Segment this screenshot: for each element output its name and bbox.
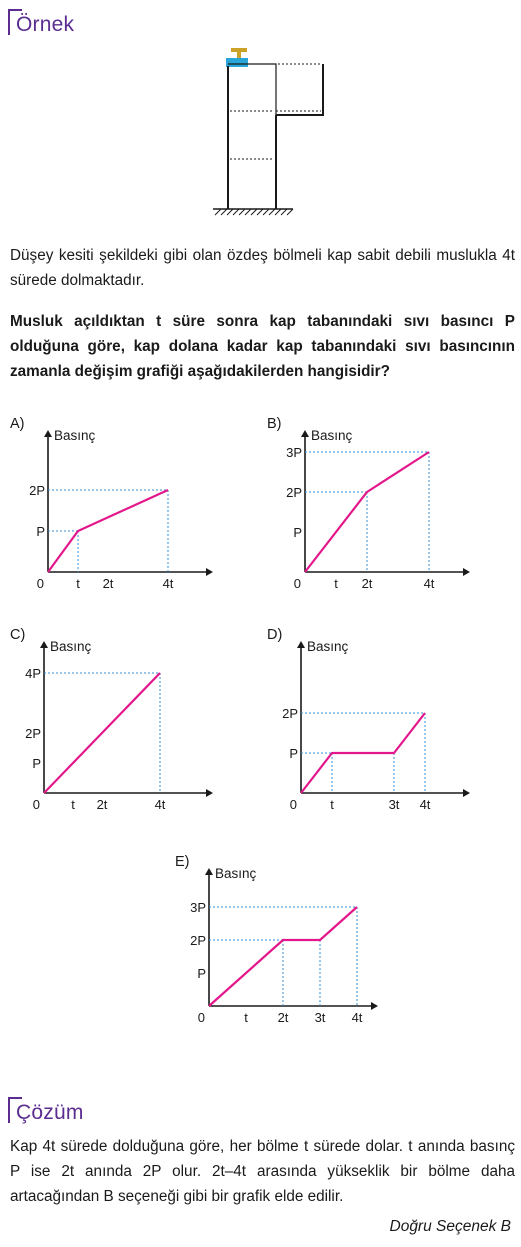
y-axis-arrow: [301, 430, 309, 437]
x-tick-label: 2t: [277, 1010, 289, 1025]
option-e-label[interactable]: E): [175, 854, 190, 870]
y-tick-label: 2P: [282, 706, 298, 721]
y-tick-label: 2P: [29, 483, 45, 498]
y-tick-label: P: [289, 746, 298, 761]
pressure-curve: [301, 713, 425, 793]
y-tick-label: 2P: [286, 485, 302, 500]
correct-answer: Doğru Seçenek B: [389, 1218, 511, 1235]
y-tick-label: 3P: [190, 900, 206, 915]
x-tick-label: 3t: [314, 1010, 326, 1025]
x-tick-label: t: [244, 1010, 248, 1025]
option-e-graph[interactable]: [173, 850, 393, 1040]
pressure-curve: [44, 673, 160, 793]
origin-label: 0: [289, 797, 297, 812]
y-axis-label: Basınç: [311, 428, 353, 443]
y-tick-label: 4P: [25, 666, 41, 681]
y-axis-label: Basınç: [54, 428, 96, 443]
y-tick-label: 2P: [25, 726, 41, 741]
x-axis-arrow: [206, 789, 213, 797]
option-a-label[interactable]: A): [10, 416, 25, 432]
heading-bracket: [8, 9, 22, 35]
y-axis-arrow: [40, 641, 48, 648]
heading-bracket: [8, 1097, 22, 1123]
x-axis-arrow: [463, 789, 470, 797]
tap-body: [226, 58, 248, 67]
container-diagram: [205, 44, 325, 224]
x-tick-label: 2t: [361, 576, 373, 591]
x-tick-label: 3t: [388, 797, 400, 812]
x-axis-arrow: [463, 568, 470, 576]
question-text: Düşey kesiti şekildeki gibi olan özdeş bölmeli kap sabit debili muslukla 4t sürede dolmaktadır.: [10, 247, 515, 289]
y-tick-label: P: [32, 756, 41, 771]
y-tick-label: 2P: [190, 933, 206, 948]
x-tick-label: 2t: [96, 797, 108, 812]
example-title: Örnek: [16, 13, 75, 36]
x-tick-label: t: [71, 797, 75, 812]
x-axis-arrow: [371, 1002, 378, 1010]
option-c-graph[interactable]: [8, 623, 228, 813]
option-b-graph[interactable]: [265, 412, 485, 592]
x-tick-label: 4t: [162, 576, 174, 591]
y-axis-label: Basınç: [307, 639, 349, 654]
y-tick-label: P: [197, 966, 206, 981]
origin-label: 0: [36, 576, 44, 591]
x-tick-label: 4t: [423, 576, 435, 591]
y-axis-arrow: [44, 430, 52, 437]
y-axis-arrow: [205, 868, 213, 875]
y-axis-label: Basınç: [215, 866, 257, 881]
question-prompt: Musluk açıldıktan t süre sonra kap tabanındaki sıvı basıncı P olduğuna göre, kap dolana kadar kap tabanındaki sıvı basıncının zamanla değişim grafiği aşağıdakilerden hangisidir?: [10, 313, 515, 380]
y-axis-label: Basınç: [50, 639, 92, 654]
origin-label: 0: [32, 797, 40, 812]
y-tick-label: P: [36, 524, 45, 539]
x-tick-label: 4t: [419, 797, 431, 812]
origin-label: 0: [197, 1010, 205, 1025]
option-d-graph[interactable]: [265, 623, 485, 813]
example-heading: [16, 13, 74, 37]
option-a-graph[interactable]: [8, 412, 228, 592]
x-tick-label: t: [76, 576, 80, 591]
option-d-label[interactable]: D): [267, 627, 283, 643]
y-tick-label: P: [293, 525, 302, 540]
container-inner-wall: [228, 64, 276, 115]
ground-hatch: [215, 209, 293, 215]
option-c-label[interactable]: C): [10, 627, 26, 643]
x-tick-label: 4t: [351, 1010, 363, 1025]
solution-title: Çözüm: [16, 1101, 84, 1124]
x-tick-label: 2t: [102, 576, 114, 591]
y-axis-arrow: [297, 641, 305, 648]
solution-text: Kap 4t sürede dolduğuna göre, her bölme t sürede dolar. t anında basınç P ise 2t anında 2P olur. 2t–4t arasında yükseklik bir bölme daha artacağından B seçeneği gibi bir grafik elde edilir.: [10, 1138, 515, 1205]
x-tick-label: t: [334, 576, 338, 591]
y-tick-label: 3P: [286, 445, 302, 460]
x-tick-label: 4t: [154, 797, 166, 812]
x-axis-arrow: [206, 568, 213, 576]
option-b-label[interactable]: B): [267, 416, 282, 432]
solution-heading: [16, 1101, 84, 1125]
x-tick-label: t: [330, 797, 334, 812]
origin-label: 0: [293, 576, 301, 591]
